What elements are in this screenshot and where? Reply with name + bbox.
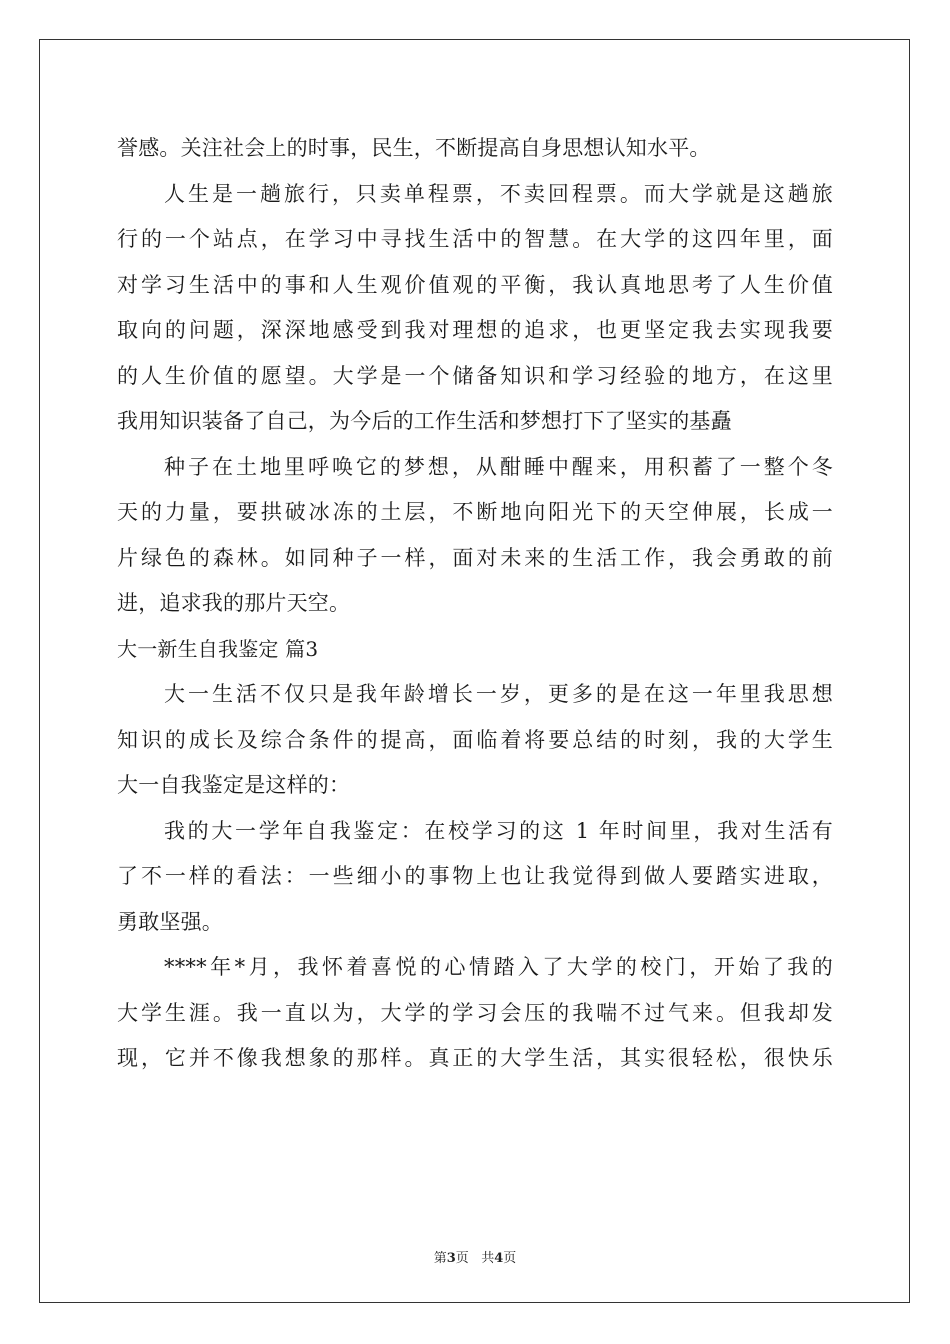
text-line: 大学生涯。我一直以为，大学的学习会压的我喘不过气来。但我却发 (117, 1000, 833, 1025)
text-line: 片绿色的森林。如同种子一样，面对未来的生活工作，我会勇敢的前 (117, 545, 833, 570)
text-line: 取向的问题，深深地感受到我对理想的追求，也更坚定我去实现我要 (117, 318, 833, 342)
text-line: 的人生价值的愿望。大学是一个储备知识和学习经验的地方，在这里 (117, 363, 833, 388)
footer-total-pages: 4 (494, 1251, 504, 1266)
footer-prefix: 第 (433, 1251, 447, 1266)
text-line: 人生是一趟旅行，只卖单程票，不卖回程票。而大学就是这趟旅 (164, 181, 833, 206)
section-heading: 大一新生自我鉴定 篇3 (117, 636, 319, 661)
footer-current-page: 3 (446, 1251, 456, 1266)
text-line: 我用知识装备了自己，为今后的工作生活和梦想打下了坚实的基矗 (117, 409, 732, 433)
text-line: 现，它并不像我想象的那样。真正的大学生活，其实很轻松，很快乐 (117, 1046, 833, 1070)
text-line: ****年*月，我怀着喜悦的心情踏入了大学的校门，开始了我的 (164, 955, 833, 979)
text-line: 勇敢坚强。 (117, 909, 223, 934)
footer-suffix: 页 (503, 1251, 517, 1266)
text-line: 誉感。关注社会上的时事，民生，不断提高自身思想认知水平。 (117, 136, 711, 160)
text-line: 进，追求我的那片天空。 (117, 591, 351, 615)
page-footer (0, 1247, 950, 1266)
text-line: 对学习生活中的事和人生观价值观的平衡，我认真地思考了人生价值 (117, 272, 833, 297)
text-line: 大一生活不仅只是我年龄增长一岁，更多的是在这一年里我思想 (164, 682, 833, 706)
text-line: 知识的成长及综合条件的提高，面临着将要总结的时刻，我的大学生 (117, 727, 833, 752)
document-body (117, 126, 833, 1082)
text-line: 了不一样的看法：一些细小的事物上也让我觉得到做人要踏实进取， (117, 864, 833, 888)
text-line: 大一自我鉴定是这样的： (117, 773, 351, 797)
text-line: 种子在土地里呼唤它的梦想，从酣睡中醒来，用积蓄了一整个冬 (164, 454, 833, 479)
footer-middle: 页 共 (455, 1251, 495, 1266)
text-line: 行的一个站点，在学习中寻找生活中的智慧。在大学的这四年里，面 (117, 227, 833, 251)
text-line: 我的大一学年自我鉴定：在校学习的这 1 年时间里，我对生活有 (164, 818, 833, 843)
text-line: 天的力量，要拱破冰冻的土层，不断地向阳光下的天空伸展，长成一 (117, 500, 833, 524)
